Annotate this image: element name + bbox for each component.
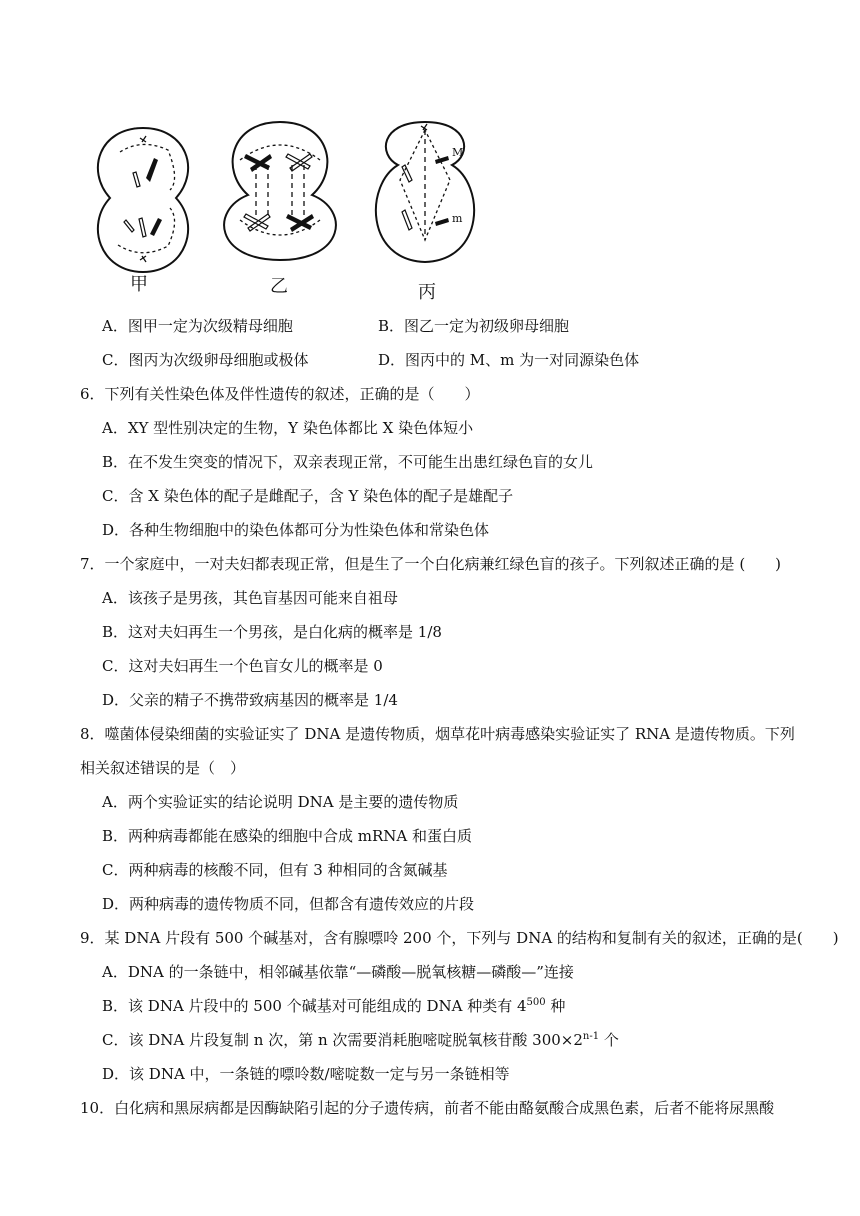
q9-option-b-tail: 种 (545, 997, 566, 1015)
figure-label-bing: 丙 (418, 282, 436, 303)
q5-option-d: D．图丙中的 M、m 为一对同源染色体 (378, 351, 640, 369)
q8-option-a: A．两个实验证实的结论说明 DNA 是主要的遗传物质 (102, 793, 459, 811)
q9-option-c-exponent: n-1 (582, 1031, 600, 1042)
q7-stem: 7．一个家庭中，一对夫妇都表现正常，但是生了一个白化病兼红绿色盲的孩子。下列叙述正确的是 ( ) (80, 555, 782, 573)
cell-yi (224, 122, 336, 260)
mark-M: M (452, 146, 464, 159)
q5-option-c: C．图丙为次级卵母细胞或极体 (102, 351, 309, 369)
q9-option-c-text: C．该 DNA 片段复制 n 次，第 n 次需要消耗胞嘧啶脱氧核苷酸 300×2 (102, 1031, 583, 1049)
q9-option-a: A．DNA 的一条链中，相邻碱基依靠“—磷酸—脱氧核糖—磷酸—”连接 (102, 963, 574, 981)
q9-option-b-exponent: 500 (526, 997, 546, 1008)
q8-option-b: B．两种病毒都能在感染的细胞中合成 mRNA 和蛋白质 (102, 827, 473, 845)
q6-option-d: D．各种生物细胞中的染色体都可分为性染色体和常染色体 (102, 521, 490, 539)
mark-m: m (452, 212, 463, 225)
q7-option-a: A．该孩子是男孩，其色盲基因可能来自祖母 (102, 589, 398, 607)
figure-label-yi: 乙 (270, 276, 288, 297)
q6-stem: 6．下列有关性染色体及伴性遗传的叙述，正确的是（ ） (80, 385, 480, 403)
q7-option-c: C．这对夫妇再生一个色盲女儿的概率是 0 (102, 657, 383, 675)
cell-bing (376, 122, 474, 262)
q9-stem: 9．某 DNA 片段有 500 个碱基对，含有腺嘌呤 200 个，下列与 DNA 的结构和复制有关的叙述，正确的是( ) (80, 929, 839, 947)
q7-option-b: B．这对夫妇再生一个男孩，是白化病的概率是 1/8 (102, 623, 442, 641)
q6-option-a: A．XY 型性别决定的生物，Y 染色体都比 X 染色体短小 (102, 419, 474, 437)
q6-option-c: C．含 X 染色体的配子是雌配子，含 Y 染色体的配子是雄配子 (102, 487, 514, 505)
cell-jia (98, 128, 188, 272)
cell-jia-chromosomes (124, 158, 162, 237)
q9-option-b-text: B．该 DNA 片段中的 500 个碱基对可能组成的 DNA 种类有 4 (102, 997, 527, 1015)
q6-option-b: B．在不发生突变的情况下，双亲表现正常，不可能生出患红绿色盲的女儿 (102, 453, 594, 471)
q10-stem: 10．白化病和黑尿病都是因酶缺陷引起的分子遗传病，前者不能由酪氨酸合成黑色素，后者不能将尿黑酸 (80, 1099, 775, 1117)
q9-option-c-tail: 个 (599, 1031, 619, 1049)
q9-option-d: D．该 DNA 中，一条链的嘌呤数/嘧啶数一定与另一条链相等 (102, 1065, 510, 1083)
q5-option-a: A．图甲一定为次级精母细胞 (102, 317, 293, 335)
q5-option-b: B．图乙一定为初级卵母细胞 (378, 317, 570, 335)
q9-option-c (102, 1030, 619, 1050)
q8-option-c: C．两种病毒的核酸不同，但有 3 种相同的含氮碱基 (102, 861, 448, 879)
q8-stem-line1: 8．噬菌体侵染细菌的实验证实了 DNA 是遗传物质，烟草花叶病毒感染实验证实了 RNA 是遗传物质。下列 (80, 725, 795, 743)
figure-label-jia: 甲 (130, 274, 148, 295)
q8-stem-line2: 相关叙述错误的是（ ） (80, 759, 246, 777)
cell-division-figure (80, 110, 480, 305)
q8-option-d: D．两种病毒的遗传物质不同，但都含有遗传效应的片段 (102, 895, 475, 913)
q9-option-b (102, 996, 565, 1016)
q7-option-d: D．父亲的精子不携带致病基因的概率是 1/4 (102, 691, 398, 709)
